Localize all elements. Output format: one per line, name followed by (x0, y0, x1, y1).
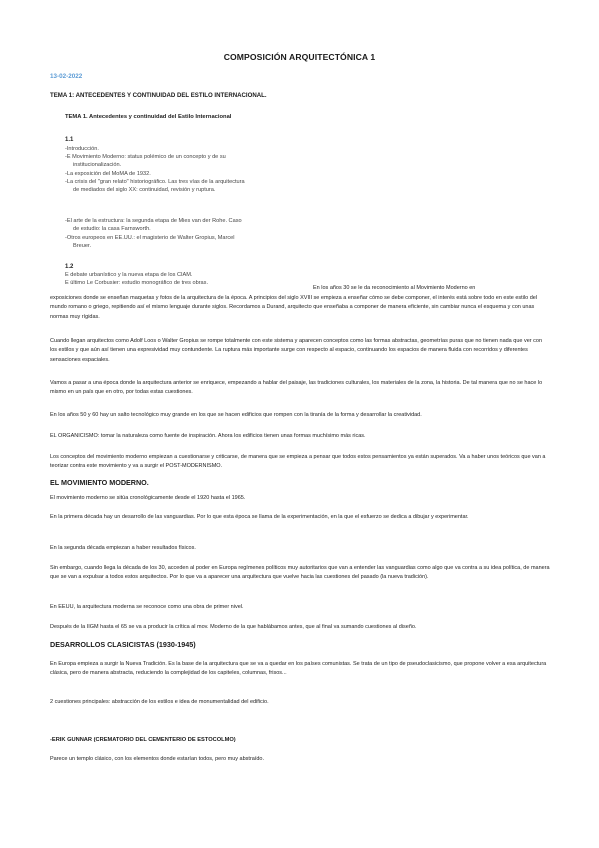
section-number: 1.2 (65, 264, 74, 270)
paragraph: Parece un templo clásico, con los elementos donde estarían todos, pero muy abstraído. (50, 756, 265, 762)
paragraph: 2 cuestiones principales: abstracción de los estilos e idea de monumentalidad del edificio. (50, 699, 269, 705)
syllabus-line: -La crisis del "gran relato" historiográfico. Las tres vías de la arquitectura (65, 179, 245, 185)
subsection-heading: -ERIK GUNNAR (CREMATORIO DEL CEMENTERIO DE ESTOCOLMO) (50, 737, 236, 743)
syllabus-line: de estudio: la casa Farnsworth. (73, 226, 151, 232)
paragraph: En EEUU, la arquitectura moderna se reconoce como una obra de primer nivel. (50, 604, 244, 610)
syllabus-line: -La exposición del MoMA de 1932. (65, 171, 151, 177)
section-heading: EL MOVIMIENTO MODERNO. (50, 478, 149, 487)
syllabus-line: E debate urbanístico y la nueva etapa de los CIAM. (65, 272, 193, 278)
document-title: COMPOSICIÓN ARQUITECTÓNICA 1 (223, 52, 376, 62)
paragraph: exposiciones donde se enseñan maquetas y fotos de la arquitectura de la época. A principios del siglo XVIII se empieza a enseñar cómo se debe componer, el interés está sobre todo en este estilo del mundo romano o griego, repitiendo así el mismo lenguaje durante siglos. Recordamos a Durand, arquitecto que enseñaba a componer de manera eficiente, sin cambiar nunca el esquema y con unas normas muy rígidas. (50, 295, 538, 320)
paragraph: Vamos a pasar a una época donde la arquitectura anterior se enriquece, empezando a hablar del paisaje, las tradiciones culturales, los materiales de la zona, la historia. De tal manera que no se hace lo mismo en un país que en otro, por todas estas cuestiones. (50, 380, 543, 396)
paragraph: En los años 50 y 60 hay un salto tecnológico muy grande en los que se hacen edificios que rompen con la tiranía de la forma y desarrollar la creatividad. (50, 412, 422, 418)
section-heading: DESARROLLOS CLASICISTAS (1930-1945) (50, 640, 196, 649)
syllabus-line: de mediados del siglo XX: continuidad, revisión y ruptura. (73, 187, 216, 193)
syllabus-line: -E Movimiento Moderno: status polémico de un concepto y de su (65, 154, 226, 160)
document-date: 13-02-2022 (50, 73, 83, 80)
embedded-heading: TEMA 1. Antecedentes y continuidad del Estilo Internacional (65, 114, 232, 120)
paragraph: Los conceptos del movimiento moderno empiezan a cuestionarse y criticarse, de manera que se empieza a pensar que todos estos pensamientos ya están superados. Va a haber unos teóricos que van a teorizar contra este movimiento y va a surgir el POST-MODERNISMO. (50, 454, 546, 470)
syllabus-line: -Introducción. (65, 146, 99, 152)
paragraph: Cuando llegan arquitectos como Adolf Loos o Walter Gropius se rompe totalmente con este sistema y aparecen conceptos como las formas abstractas, geometrías puras que no tienen nada que ver con los estilos y que aún así tienen una expresividad muy contundente. La ruptura más importante surge con respecto al espacio, continuando los espacios de manera fluida con recorridos y diferentes sensaciones espaciales. (50, 338, 543, 363)
paragraph: Sin embargo, cuando llega la década de los 30, acceden al poder en Europa regímenes políticos muy autoritarios que van a entender las vanguardias como algo que va contra a su idea política, de manera que se van a expulsar a todos estos arquitectos. Por lo que va a aparecer una arquitectura que vuelve hacia las cuestiones del pasado (la nueva tradición). (50, 565, 550, 581)
paragraph: En la primera década hay un desarrollo de las vanguardias. Por lo que esta época se llama de la experimentación, en la que el esfuerzo se dedica a dibujar y experimentar. (50, 514, 469, 520)
embedded-syllabus-image (55, 107, 315, 287)
topic-heading: TEMA 1: ANTECEDENTES Y CONTINUIDAD DEL ESTILO INTERNACIONAL. (50, 92, 267, 99)
syllabus-line: Breuer. (73, 243, 92, 249)
syllabus-line: -Otros europeos en EE.UU.: el magisterio de Walter Gropius, Marcel (65, 235, 235, 241)
paragraph: EL ORGANICISMO: tomar la naturaleza como fuente de inspiración. Ahora los edificios tienen unas formas muchísimo más ricas. (50, 433, 366, 439)
paragraph: Después de la IIGM hasta el 65 se va a producir la crítica al mov. Moderno de la que hablábamos antes, que al final va sumando cuestiones al diseño. (50, 624, 417, 630)
paragraph: En la segunda década empiezan a haber resultados físicos. (50, 545, 196, 551)
syllabus-line: institucionalización. (73, 162, 122, 168)
paragraph: En Europa empieza a surgir la Nueva Tradición. Es la base de la arquitectura que se va a quedar en los países comunistas. Se trata de un tipo de pseudoclasicismo, que propone volver a esa arquitectura clásica, pero de manera abstracta, reduciendo la complejidad de los capiteles, columnas, frisos... (50, 661, 547, 677)
paragraph: En los años 30 se le da reconocimiento al Movimiento Moderno en (313, 285, 476, 291)
section-number: 1.1 (65, 137, 74, 143)
paragraph: El movimiento moderno se sitúa cronológicamente desde el 1920 hasta el 1965. (50, 495, 246, 501)
syllabus-line: E último Le Corbusier: estudio monográfico de tres obras. (65, 280, 209, 286)
syllabus-line: -El arte de la estructura: la segunda etapa de Mies van der Rohe. Caso (65, 218, 242, 224)
